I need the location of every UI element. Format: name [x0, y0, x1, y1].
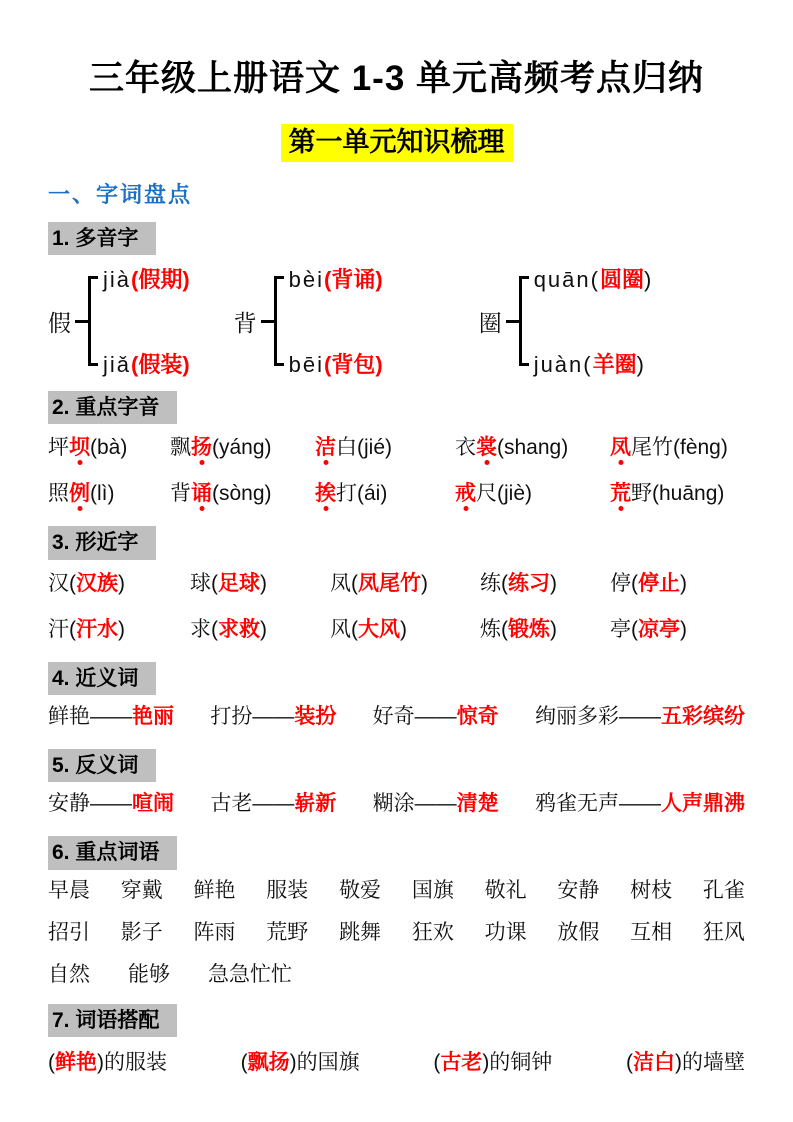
- text-segment: 停止: [638, 571, 680, 595]
- text-segment: 人声鼎沸: [660, 792, 745, 816]
- text-segment: )的铜钟: [482, 1050, 553, 1074]
- text-segment: 打扮——: [210, 704, 295, 728]
- collocation-item: [241, 1041, 360, 1085]
- text-segment: 戒: [455, 482, 476, 506]
- text-segment: quān: [533, 267, 591, 293]
- word-item: [190, 608, 330, 652]
- collocation-item: [433, 1041, 552, 1085]
- key-words-row: [48, 954, 745, 996]
- text-segment: 鲜艳: [55, 1050, 97, 1074]
- section-label-collocations: 7. 词语搭配: [48, 1004, 177, 1037]
- text-segment: 汗水: [76, 617, 118, 641]
- polyphone-pronunciation: [103, 348, 190, 379]
- section-label-pronunciations: 2. 重点字音: [48, 391, 177, 424]
- text-segment: (: [433, 1050, 441, 1074]
- antonym-pair: [48, 782, 174, 826]
- word-item: 放假: [557, 920, 600, 944]
- text-segment: 例: [69, 482, 90, 506]
- text-segment: ): [421, 571, 428, 595]
- polyphone-character: 背: [233, 309, 257, 336]
- collocations-row: [48, 1041, 745, 1085]
- antonyms-row: [48, 782, 745, 826]
- text-segment: 荒: [610, 482, 631, 506]
- word-item: 国旗: [411, 878, 454, 902]
- polyphone-pronunciation: [289, 263, 383, 294]
- section-label-key-words: 6. 重点词语: [48, 836, 177, 869]
- word-item: 安静: [557, 878, 600, 902]
- text-segment: 惊奇: [456, 704, 499, 728]
- word-item: [480, 608, 610, 652]
- polyphone-character: 假: [48, 309, 71, 336]
- text-segment: 崭新: [294, 792, 337, 816]
- text-segment: 求(: [190, 617, 218, 641]
- text-segment: 绚丽多彩——: [534, 704, 661, 728]
- key-words-row: [48, 912, 745, 954]
- text-segment: 大风: [358, 617, 400, 641]
- word-item: 敬爱: [339, 878, 382, 902]
- text-segment: 古老——: [210, 792, 295, 816]
- text-segment: 羊圈: [592, 352, 637, 378]
- text-segment: 诵: [191, 482, 212, 506]
- word-item: [330, 608, 480, 652]
- synonym-pair: [48, 695, 174, 739]
- text-segment: ): [680, 617, 687, 641]
- collocation-item: [48, 1041, 167, 1085]
- word-item: [315, 426, 455, 470]
- word-item: [455, 472, 610, 516]
- text-segment: 照: [48, 482, 69, 506]
- text-segment: (假期): [131, 267, 190, 293]
- word-item: [330, 562, 480, 606]
- bracket: [88, 276, 98, 366]
- text-segment: (假装): [131, 352, 190, 378]
- text-segment: 五彩缤纷: [660, 704, 745, 728]
- text-segment: 好奇——: [372, 704, 457, 728]
- word-item: [48, 426, 170, 470]
- word-item: [480, 562, 610, 606]
- text-segment: (lì): [90, 482, 115, 506]
- text-segment: 汉(: [48, 571, 76, 595]
- word-item: 影子: [120, 920, 163, 944]
- text-segment: 汗(: [48, 617, 76, 641]
- text-segment: ): [550, 571, 557, 595]
- word-item: 自然: [48, 962, 90, 986]
- word-item: 荒野: [266, 920, 309, 944]
- polyphone-character: 圈: [478, 309, 502, 336]
- text-segment: ): [680, 571, 687, 595]
- text-segment: 坪: [48, 436, 69, 460]
- word-item: 敬礼: [484, 878, 527, 902]
- text-segment: 装扮: [294, 704, 337, 728]
- polyphone-entries: [103, 263, 190, 379]
- text-segment: ): [260, 571, 267, 595]
- polyphone-group: [479, 263, 654, 379]
- synonym-pair: [210, 695, 336, 739]
- word-item: 能够: [128, 962, 170, 986]
- word-item: 狂风: [702, 920, 745, 944]
- bracket-connector: [261, 320, 274, 323]
- word-item: [610, 608, 745, 652]
- text-segment: (: [240, 1050, 248, 1074]
- text-segment: 炼(: [480, 617, 508, 641]
- text-segment: 求救: [218, 617, 260, 641]
- text-segment: 凉亭: [638, 617, 680, 641]
- text-segment: 挨: [315, 482, 336, 506]
- text-segment: 白(jié): [336, 436, 392, 460]
- word-item: [48, 472, 170, 516]
- polyphone-pronunciation: [289, 348, 383, 379]
- text-segment: ): [643, 267, 654, 293]
- word-item: [170, 472, 315, 516]
- text-segment: ): [260, 617, 267, 641]
- text-segment: ): [636, 352, 646, 378]
- synonym-pair: [535, 695, 745, 739]
- text-segment: 野(huāng): [631, 482, 725, 506]
- section-label-polyphones: 1. 多音字: [48, 222, 156, 255]
- text-segment: (: [583, 352, 593, 378]
- polyphone-pronunciation: [534, 263, 654, 294]
- section-4-wrap: [48, 662, 745, 695]
- section-2-wrap: [48, 391, 745, 424]
- word-item: 阵雨: [193, 920, 236, 944]
- antonym-pair: [210, 782, 336, 826]
- text-segment: 裳: [476, 436, 497, 460]
- polyphone-entries: [534, 263, 654, 379]
- synonyms-row: [48, 695, 745, 739]
- text-segment: (yáng): [212, 436, 272, 460]
- text-segment: (sòng): [212, 482, 272, 506]
- word-item: 功课: [484, 920, 527, 944]
- text-segment: (背诵): [324, 267, 383, 293]
- word-item: [610, 426, 745, 470]
- section-3-wrap: [48, 526, 745, 559]
- text-segment: 练(: [480, 571, 508, 595]
- text-segment: ): [550, 617, 557, 641]
- word-item: 早晨: [48, 878, 90, 902]
- text-segment: bèi: [288, 267, 325, 293]
- word-item: [610, 472, 745, 516]
- section-label-synonyms: 4. 近义词: [48, 662, 156, 695]
- text-segment: (: [48, 1050, 55, 1074]
- text-segment: 尺(jiè): [476, 482, 532, 506]
- text-segment: 飘: [170, 436, 191, 460]
- text-segment: (bà): [90, 436, 128, 460]
- unit-subtitle-highlight: 第一单元知识梳理: [281, 124, 513, 162]
- text-segment: 停(: [610, 571, 638, 595]
- text-segment: 坝: [69, 436, 90, 460]
- section-label-similar-characters: 3. 形近字: [48, 526, 156, 559]
- text-segment: 尾竹(fèng): [631, 436, 728, 460]
- text-segment: 练习: [508, 571, 550, 595]
- text-segment: (: [625, 1050, 633, 1074]
- text-segment: 圆圈: [599, 267, 644, 293]
- word-item: [315, 472, 455, 516]
- text-segment: 汉族: [76, 571, 118, 595]
- text-segment: (背包): [324, 352, 383, 378]
- text-segment: 糊涂——: [372, 792, 457, 816]
- text-segment: bēi: [288, 352, 325, 378]
- antonym-pair: [373, 782, 499, 826]
- text-segment: 风(: [330, 617, 358, 641]
- text-segment: 亭(: [610, 617, 638, 641]
- text-segment: 锻炼: [508, 617, 550, 641]
- bracket: [274, 276, 284, 366]
- text-segment: jià: [103, 267, 132, 293]
- polyphone-pronunciation: [103, 263, 190, 294]
- text-segment: juàn: [533, 352, 584, 378]
- text-segment: 打(ái): [336, 482, 388, 506]
- text-segment: 鲜艳——: [48, 704, 132, 728]
- text-segment: 凤: [610, 436, 631, 460]
- word-item: 招引: [48, 920, 90, 944]
- synonym-pair: [373, 695, 499, 739]
- text-segment: ): [118, 571, 125, 595]
- section-heading-words: 一、字词盘点: [48, 181, 193, 207]
- text-segment: 古老: [440, 1050, 483, 1074]
- text-segment: (shang): [497, 436, 569, 460]
- text-segment: ): [118, 617, 125, 641]
- text-segment: 足球: [218, 571, 260, 595]
- subtitle-wrap: [48, 124, 745, 162]
- similar-characters-row: [48, 562, 745, 606]
- text-segment: 艳丽: [132, 704, 174, 728]
- pronunciation-row: [48, 426, 745, 470]
- word-item: [190, 562, 330, 606]
- text-segment: ): [400, 617, 407, 641]
- word-item: 狂欢: [411, 920, 454, 944]
- text-segment: 喧闹: [132, 792, 174, 816]
- similar-characters-row: [48, 608, 745, 652]
- text-segment: 凤(: [330, 571, 358, 595]
- polyphone-group: [234, 263, 383, 379]
- text-segment: )的服装: [97, 1050, 167, 1074]
- text-segment: 凤尾竹: [358, 571, 421, 595]
- word-item: 鲜艳: [193, 878, 236, 902]
- text-segment: jiǎ: [103, 352, 132, 378]
- text-segment: 飘扬: [247, 1050, 290, 1074]
- word-item: 跳舞: [339, 920, 382, 944]
- text-segment: 球(: [190, 571, 218, 595]
- key-words-row: [48, 870, 745, 912]
- text-segment: )的国旗: [289, 1050, 360, 1074]
- word-item: [48, 608, 190, 652]
- word-item: 急急忙忙: [208, 962, 292, 986]
- word-item: [610, 562, 745, 606]
- polyphone-section: [48, 263, 745, 379]
- text-segment: 背: [170, 482, 191, 506]
- bracket-connector: [75, 320, 88, 323]
- section-label-antonyms: 5. 反义词: [48, 749, 156, 782]
- polyphone-group: [48, 263, 190, 379]
- word-item: [455, 426, 610, 470]
- text-segment: 鸦雀无声——: [534, 792, 661, 816]
- text-segment: 衣: [455, 436, 476, 460]
- text-segment: 洁白: [632, 1050, 675, 1074]
- section-6-wrap: [48, 836, 745, 869]
- word-item: 服装: [266, 878, 309, 902]
- word-item: 树枝: [630, 878, 673, 902]
- page-title: 三年级上册语文 1-3 单元高频考点归纳: [88, 59, 705, 98]
- bracket-connector: [506, 320, 519, 323]
- bracket: [519, 276, 529, 366]
- section-5-wrap: [48, 749, 745, 782]
- text-segment: 洁: [315, 436, 336, 460]
- word-item: [170, 426, 315, 470]
- text-segment: 清楚: [456, 792, 499, 816]
- word-item: [48, 562, 190, 606]
- antonym-pair: [535, 782, 745, 826]
- text-segment: )的墙壁: [674, 1050, 745, 1074]
- collocation-item: [626, 1041, 745, 1085]
- word-item: 穿戴: [120, 878, 163, 902]
- word-item: 互相: [630, 920, 673, 944]
- section-1-wrap: [48, 222, 745, 255]
- word-item: 孔雀: [702, 878, 745, 902]
- polyphone-entries: [289, 263, 383, 379]
- polyphone-pronunciation: [534, 348, 654, 379]
- text-segment: (: [590, 267, 600, 293]
- text-segment: 安静——: [48, 792, 132, 816]
- text-segment: 扬: [191, 436, 212, 460]
- section-7-wrap: [48, 1004, 745, 1037]
- pronunciation-row: [48, 472, 745, 516]
